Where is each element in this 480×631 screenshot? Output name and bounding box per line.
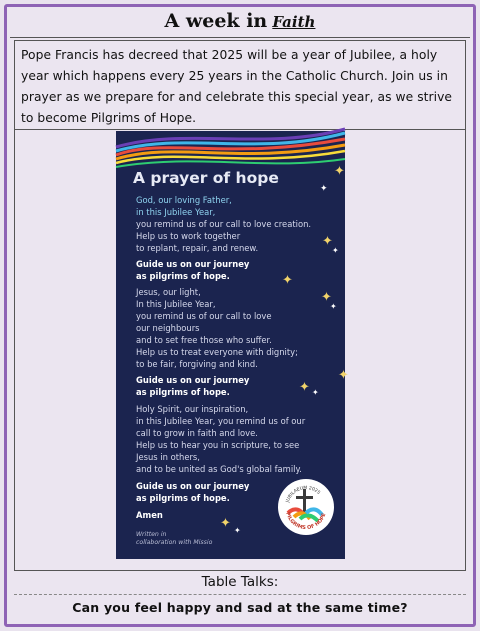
- prayer-refrain: Guide us on our journey: [136, 481, 250, 491]
- sparkle-icon: ✦: [312, 388, 319, 397]
- prayer-line: call to grow in faith and love.: [136, 428, 258, 438]
- prayer-refrain: as pilgrims of hope.: [136, 387, 230, 397]
- sparkle-icon: ✦: [299, 380, 310, 395]
- page-header: [10, 10, 470, 38]
- prayer-refrain: Guide us on our journey: [136, 259, 250, 269]
- credit-line: collaboration with Missio: [136, 539, 213, 546]
- prayer-line: you remind us of our call to love: [136, 311, 272, 321]
- prayer-line: in this Jubilee Year, you remind us of our: [136, 416, 306, 426]
- prayer-amen: Amen: [136, 510, 163, 520]
- prayer-line: Help us to treat everyone with dignity;: [136, 347, 298, 357]
- sparkle-icon: ✦: [338, 368, 349, 383]
- svg-text:PILGRIMS OF HOPE: [284, 512, 327, 532]
- prayer-line: to replant, repair, and renew.: [136, 243, 259, 253]
- jubilee-logo: [278, 479, 334, 535]
- prayer-line: Help us to hear you in scripture, to see: [136, 440, 300, 450]
- prayer-refrain: as pilgrims of hope.: [136, 271, 230, 281]
- prayer-line: and to set free those who suffer.: [136, 335, 272, 345]
- svg-text:JUBILAEUM 2025: [284, 485, 321, 504]
- prayer-refrain: as pilgrims of hope.: [136, 493, 230, 503]
- rainbow-swoosh: [116, 131, 345, 171]
- poster-title: A prayer of hope: [133, 169, 279, 187]
- sparkle-icon: ✦: [321, 290, 332, 305]
- sparkle-icon: ✦: [282, 273, 293, 288]
- prayer-line: and to be united as God's global family.: [136, 464, 302, 474]
- credit-line: Written in: [136, 531, 167, 538]
- prayer-line: Jesus in others,: [136, 452, 200, 462]
- table-talks-heading: Table Talks:: [14, 570, 466, 594]
- prayer-line: God, our loving Father,: [136, 195, 232, 205]
- prayer-refrain: Guide us on our journey: [136, 375, 250, 385]
- prayer-line: in this Jubilee Year,: [136, 207, 216, 217]
- prayer-line: In this Jubilee Year,: [136, 299, 216, 309]
- sparkle-icon: ✦: [234, 526, 241, 535]
- sparkle-icon: ✦: [332, 246, 339, 255]
- sparkle-icon: ✦: [322, 234, 333, 249]
- prayer-line: Holy Spirit, our inspiration,: [136, 404, 249, 414]
- logo-bottom-text: PILGRIMS OF HOPE: [284, 511, 328, 532]
- page-title-script: Faith: [272, 13, 316, 31]
- prayer-line: Help us to work together: [136, 231, 241, 241]
- discussion-question: Can you feel happy and sad at the same time?: [14, 594, 466, 622]
- prayer-line: Jesus, our light,: [136, 287, 201, 297]
- page-title: A week in: [164, 10, 268, 32]
- sparkle-icon: ✦: [334, 164, 345, 179]
- intro-text: Pope Francis has decreed that 2025 will be a year of Jubilee, a holy year which happens every 25 years in the Catholic Church. Join us in prayer as we prepare for and celebrate this special year, as we strive to become Pilgrims of Hope.: [14, 40, 466, 130]
- prayer-line: you remind us of our call to love creation.: [136, 219, 312, 229]
- prayer-line: to be fair, forgiving and kind.: [136, 359, 258, 369]
- sparkle-icon: ✦: [330, 302, 337, 311]
- sparkle-icon: ✦: [320, 184, 328, 194]
- logo-top-text: JUBILAEUM 2025: [285, 485, 321, 504]
- logo-text: [278, 479, 334, 535]
- prayer-line: our neighbours: [136, 323, 200, 333]
- sparkle-icon: ✦: [220, 516, 231, 531]
- prayer-poster: [116, 131, 349, 559]
